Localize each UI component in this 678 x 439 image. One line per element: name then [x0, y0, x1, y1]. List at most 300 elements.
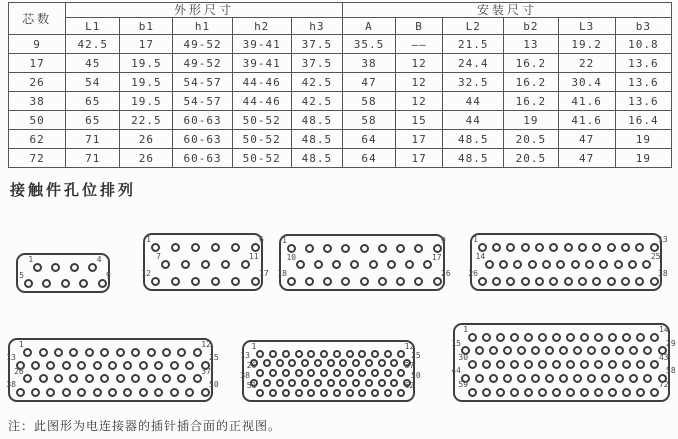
core-count-cell: 9: [9, 35, 66, 54]
pin-hole: [85, 348, 94, 357]
column-header: B: [396, 18, 443, 35]
pin-hole: [16, 388, 25, 397]
pin-hole: [296, 260, 305, 269]
column-header: b1: [120, 18, 173, 35]
pin-hole: [295, 389, 303, 397]
table-cell: 37.5: [291, 54, 342, 73]
pin-hole: [397, 369, 405, 377]
pin-hole: [538, 360, 547, 369]
pin-hole: [151, 243, 160, 252]
pin-hole: [350, 260, 359, 269]
pin-hole: [482, 360, 491, 369]
footnote: 注：此图形为电连接器的插针插合面的正视图。: [8, 419, 282, 433]
pin-number-label: 38: [240, 370, 250, 380]
pin-hole: [276, 379, 284, 387]
table-cell: 41.6: [558, 111, 615, 130]
pin-hole: [538, 388, 547, 397]
connector-9-pin: [16, 253, 110, 293]
pin-hole: [585, 260, 594, 269]
table-cell: 71: [66, 149, 120, 168]
pin-hole: [339, 379, 347, 387]
pin-hole: [587, 374, 596, 383]
pin-hole: [621, 243, 630, 252]
table-cell: 44-46: [232, 73, 291, 92]
pin-hole: [499, 260, 508, 269]
pin-hole: [517, 374, 526, 383]
pin-hole: [287, 277, 296, 286]
core-count-header: 芯数: [9, 3, 66, 35]
table-cell: 44: [443, 92, 504, 111]
pin-number-label: 72: [658, 380, 669, 389]
table-cell: 16.2: [504, 54, 558, 73]
pin-hole: [332, 260, 341, 269]
pin-hole: [492, 277, 501, 286]
pin-hole: [305, 244, 314, 253]
pin-hole: [39, 374, 48, 383]
pin-number-label: 12: [201, 340, 211, 349]
outline-dimensions-group-header: 外形尺寸: [66, 3, 343, 18]
pin-hole: [636, 333, 645, 342]
pin-hole: [371, 350, 379, 358]
pin-hole: [566, 360, 575, 369]
core-count-cell: 62: [9, 130, 66, 149]
pin-hole: [594, 388, 603, 397]
pin-hole: [77, 361, 86, 370]
pin-number-label: 50: [411, 370, 421, 380]
pin-hole: [320, 369, 328, 377]
core-count-cell: 26: [9, 73, 66, 92]
pin-hole: [100, 374, 109, 383]
pin-hole: [62, 388, 71, 397]
table-cell: 48.5: [291, 149, 342, 168]
pin-hole: [323, 277, 332, 286]
pin-hole: [269, 350, 277, 358]
table-cell: 15: [396, 111, 443, 130]
pin-hole: [307, 350, 315, 358]
pin-hole: [256, 350, 264, 358]
pin-hole: [23, 374, 32, 383]
pin-hole: [384, 350, 392, 358]
table-cell: 19: [615, 149, 671, 168]
core-count-cell: 72: [9, 149, 66, 168]
table-cell: 13.6: [615, 73, 671, 92]
pin-hole: [384, 369, 392, 377]
pin-hole: [531, 346, 540, 355]
pin-hole: [346, 350, 354, 358]
pin-hole: [341, 277, 350, 286]
pin-hole: [564, 277, 573, 286]
pin-hole: [545, 346, 554, 355]
pin-hole: [305, 277, 314, 286]
table-cell: 26: [120, 130, 173, 149]
pin-hole: [390, 359, 398, 367]
pin-hole: [276, 359, 284, 367]
table-cell: 65: [66, 111, 120, 130]
table-cell: 10.8: [615, 35, 671, 54]
pin-hole: [162, 374, 171, 383]
table-cell: 19.5: [120, 73, 173, 92]
table-cell: 13: [504, 35, 558, 54]
table-cell: 12: [396, 73, 443, 92]
pin-hole: [371, 389, 379, 397]
pin-hole: [256, 389, 264, 397]
pin-hole: [510, 360, 519, 369]
pin-number-label: 11: [249, 252, 259, 261]
pin-hole: [559, 346, 568, 355]
pin-hole: [614, 260, 623, 269]
pin-hole: [599, 260, 608, 269]
pin-hole: [622, 388, 631, 397]
pin-hole: [333, 389, 341, 397]
pin-hole: [552, 388, 561, 397]
pin-number-label: 1: [282, 236, 287, 245]
connector-50-pin: [6, 338, 219, 402]
table-cell: 32.5: [443, 73, 504, 92]
pin-number-label: 29: [666, 338, 676, 348]
pin-hole: [154, 361, 163, 370]
table-cell: 48.5: [291, 130, 342, 149]
pin-hole: [414, 244, 423, 253]
pin-hole: [517, 346, 526, 355]
pin-number-label: 12: [404, 341, 415, 351]
pin-hole: [333, 350, 341, 358]
pin-hole: [478, 277, 487, 286]
table-cell: 19.5: [120, 92, 173, 111]
pin-hole: [171, 243, 180, 252]
mounting-dimensions-group-header: 安装尺寸: [342, 3, 671, 18]
pin-hole: [580, 360, 589, 369]
pin-hole: [191, 277, 200, 286]
table-cell: 60-63: [173, 111, 232, 130]
pin-hole: [288, 359, 296, 367]
pin-hole: [365, 359, 373, 367]
table-cell: 24.4: [443, 54, 504, 73]
pin-hole: [69, 348, 78, 357]
pin-hole: [506, 277, 515, 286]
table-cell: 39-41: [232, 54, 291, 73]
table-cell: 58: [342, 92, 395, 111]
pin-hole: [116, 348, 125, 357]
table-cell: 13.6: [615, 92, 671, 111]
pin-hole: [151, 277, 160, 286]
table-cell: 48.5: [443, 130, 504, 149]
pin-hole: [314, 260, 323, 269]
pin-hole: [635, 243, 644, 252]
pin-hole: [607, 277, 616, 286]
pin-hole: [573, 346, 582, 355]
table-cell: 45: [66, 54, 120, 73]
pin-number-label: 1: [28, 255, 34, 264]
pin-number-label: 9: [441, 236, 446, 245]
table-cell: 16.2: [504, 92, 558, 111]
pin-hole: [62, 361, 71, 370]
table-cell: 20.5: [504, 130, 558, 149]
pin-hole: [510, 388, 519, 397]
pin-hole: [397, 389, 405, 397]
pin-hole: [578, 243, 587, 252]
pin-hole: [468, 333, 477, 342]
pin-number-label: 17: [259, 269, 269, 278]
pin-hole: [46, 388, 55, 397]
pin-hole: [378, 244, 387, 253]
pin-hole: [191, 243, 200, 252]
table-cell: 48.5: [291, 111, 342, 130]
pin-hole: [171, 277, 180, 286]
column-header: L2: [443, 18, 504, 35]
column-header: b2: [504, 18, 558, 35]
column-header: h1: [173, 18, 232, 35]
pin-number-label: 25: [209, 353, 219, 363]
pin-number-label: 7: [156, 252, 161, 261]
table-cell: 35.5: [342, 35, 395, 54]
pin-hole: [378, 277, 387, 286]
pin-hole: [346, 389, 354, 397]
table-cell: 22: [558, 54, 615, 73]
table-cell: 60-63: [173, 130, 232, 149]
pin-hole: [352, 379, 360, 387]
table-cell: ——: [396, 35, 443, 54]
pin-hole: [301, 359, 309, 367]
table-cell: 47: [342, 73, 395, 92]
pin-hole: [535, 243, 544, 252]
pin-hole: [622, 333, 631, 342]
pin-number-label: 14: [658, 325, 669, 334]
pin-hole: [24, 279, 33, 288]
pin-hole: [177, 374, 186, 383]
pin-hole: [123, 388, 132, 397]
pin-number-label: 62: [404, 380, 415, 390]
pin-hole: [263, 379, 271, 387]
pin-hole: [327, 379, 335, 387]
column-header: L3: [558, 18, 615, 35]
table-cell: 26: [120, 149, 173, 168]
pin-hole: [506, 243, 515, 252]
pin-hole: [556, 260, 565, 269]
pin-hole: [211, 243, 220, 252]
pin-hole: [397, 350, 405, 358]
pin-hole: [108, 361, 117, 370]
pin-hole: [468, 388, 477, 397]
pin-number-label: 58: [666, 366, 676, 376]
pin-hole: [23, 348, 32, 357]
pin-hole: [333, 369, 341, 377]
pin-hole: [287, 244, 296, 253]
pin-hole: [314, 379, 322, 387]
pin-hole: [39, 348, 48, 357]
pin-hole: [601, 346, 610, 355]
pin-hole: [314, 359, 322, 367]
pin-hole: [378, 359, 386, 367]
pin-hole: [79, 279, 88, 288]
pin-number-label: 26: [246, 361, 257, 370]
pin-hole: [269, 369, 277, 377]
pin-hole: [643, 346, 652, 355]
table-cell: 65: [66, 92, 120, 111]
pin-hole: [327, 359, 335, 367]
pin-number-label: 38: [658, 269, 668, 278]
column-header: L1: [66, 18, 120, 35]
pin-hole: [503, 374, 512, 383]
pin-hole: [384, 389, 392, 397]
connector-62-pin: [240, 340, 421, 402]
pin-hole: [580, 333, 589, 342]
pin-hole: [282, 389, 290, 397]
table-cell: 42.5: [66, 35, 120, 54]
pin-hole: [371, 369, 379, 377]
pin-hole: [615, 374, 624, 383]
table-cell: 71: [66, 130, 120, 149]
pin-number-label: 26: [14, 366, 24, 376]
column-header: A: [342, 18, 395, 35]
pin-number-label: 1: [473, 235, 478, 244]
pin-hole: [528, 260, 537, 269]
table-cell: 38: [342, 54, 395, 73]
table-cell: 47: [558, 149, 615, 168]
pin-hole: [256, 369, 264, 377]
pin-hole: [468, 360, 477, 369]
pin-hole: [139, 388, 148, 397]
pin-hole: [503, 346, 512, 355]
pin-hole: [475, 374, 484, 383]
connector-17-pin: [141, 233, 269, 291]
pin-number-label: 1: [463, 325, 469, 334]
pin-hole: [360, 244, 369, 253]
pin-number-label: 37: [404, 361, 415, 370]
table-cell: 42.5: [291, 92, 342, 111]
pin-hole: [307, 389, 315, 397]
pin-hole: [93, 361, 102, 370]
pin-hole: [295, 350, 303, 358]
pin-hole: [288, 379, 296, 387]
pin-hole: [492, 243, 501, 252]
connector-38-pin: [468, 233, 668, 291]
pin-hole: [607, 243, 616, 252]
pin-hole: [33, 263, 42, 272]
pin-number-label: 51: [246, 380, 257, 390]
pin-hole: [282, 369, 290, 377]
pin-hole: [549, 243, 558, 252]
pin-hole: [147, 348, 156, 357]
pin-hole: [116, 374, 125, 383]
pin-number-label: 14: [475, 252, 486, 261]
pin-hole: [531, 374, 540, 383]
table-cell: 42.5: [291, 73, 342, 92]
pin-number-label: 30: [458, 352, 469, 362]
pin-hole: [201, 260, 210, 269]
table-cell: 19.5: [120, 54, 173, 73]
pin-hole: [231, 277, 240, 286]
column-header: b3: [615, 18, 671, 35]
pin-hole: [108, 388, 117, 397]
pin-hole: [628, 260, 637, 269]
pin-hole: [478, 243, 487, 252]
core-count-cell: 50: [9, 111, 66, 130]
pin-number-label: 26: [468, 269, 478, 278]
pin-hole: [100, 348, 109, 357]
pin-hole: [482, 388, 491, 397]
pin-hole: [147, 374, 156, 383]
table-cell: 22.5: [120, 111, 173, 130]
pin-hole: [282, 350, 290, 358]
pin-hole: [31, 388, 40, 397]
pin-number-label: 15: [451, 338, 461, 348]
core-count-cell: 38: [9, 92, 66, 111]
pin-number-label: 17: [431, 252, 442, 262]
pin-hole: [339, 359, 347, 367]
column-header: h3: [291, 18, 342, 35]
pin-hole: [352, 359, 360, 367]
table-cell: 41.6: [558, 92, 615, 111]
table-cell: 37.5: [291, 35, 342, 54]
pin-hole: [358, 389, 366, 397]
pin-hole: [608, 333, 617, 342]
pin-number-label: 43: [658, 352, 669, 362]
pin-hole: [549, 277, 558, 286]
core-count-cell: 17: [9, 54, 66, 73]
pin-number-label: 5: [19, 271, 24, 280]
pin-hole: [566, 333, 575, 342]
pin-hole: [269, 389, 277, 397]
pin-hole: [636, 360, 645, 369]
pin-hole: [643, 374, 652, 383]
pin-number-label: 44: [451, 366, 461, 376]
pin-hole: [211, 277, 220, 286]
pin-hole: [185, 361, 194, 370]
pin-hole: [615, 346, 624, 355]
pin-hole: [369, 260, 378, 269]
table-cell: 19: [615, 130, 671, 149]
pin-hole: [387, 260, 396, 269]
table-cell: 50-52: [232, 130, 291, 149]
pin-hole: [177, 348, 186, 357]
pin-hole: [85, 374, 94, 383]
table-cell: 47: [558, 130, 615, 149]
pin-hole: [77, 388, 86, 397]
pin-hole: [93, 388, 102, 397]
pin-number-label: 10: [286, 252, 297, 262]
pin-hole: [564, 243, 573, 252]
pin-hole: [42, 279, 51, 288]
table-cell: 64: [342, 130, 395, 149]
pin-hole: [231, 243, 240, 252]
pin-number-label: 37: [201, 366, 211, 376]
pin-hole: [496, 388, 505, 397]
pin-hole: [475, 346, 484, 355]
pin-number-label: 18: [277, 269, 287, 278]
pin-number-label: 6: [259, 235, 264, 244]
pin-hole: [592, 243, 601, 252]
pin-hole: [323, 244, 332, 253]
pin-hole: [496, 333, 505, 342]
pin-number-label: 25: [650, 252, 661, 261]
pin-hole: [358, 369, 366, 377]
pin-hole: [542, 260, 551, 269]
table-cell: 60-63: [173, 149, 232, 168]
pin-number-label: 13: [6, 353, 16, 363]
pin-hole: [414, 277, 423, 286]
table-cell: 49-52: [173, 35, 232, 54]
pin-hole: [341, 244, 350, 253]
pin-hole: [320, 389, 328, 397]
table-cell: 54-57: [173, 73, 232, 92]
pin-number-label: 12: [141, 269, 151, 278]
pin-hole: [566, 388, 575, 397]
table-cell: 20.5: [504, 149, 558, 168]
pin-hole: [365, 379, 373, 387]
pin-hole: [390, 379, 398, 387]
pin-hole: [70, 263, 79, 272]
table-cell: 48.5: [443, 149, 504, 168]
